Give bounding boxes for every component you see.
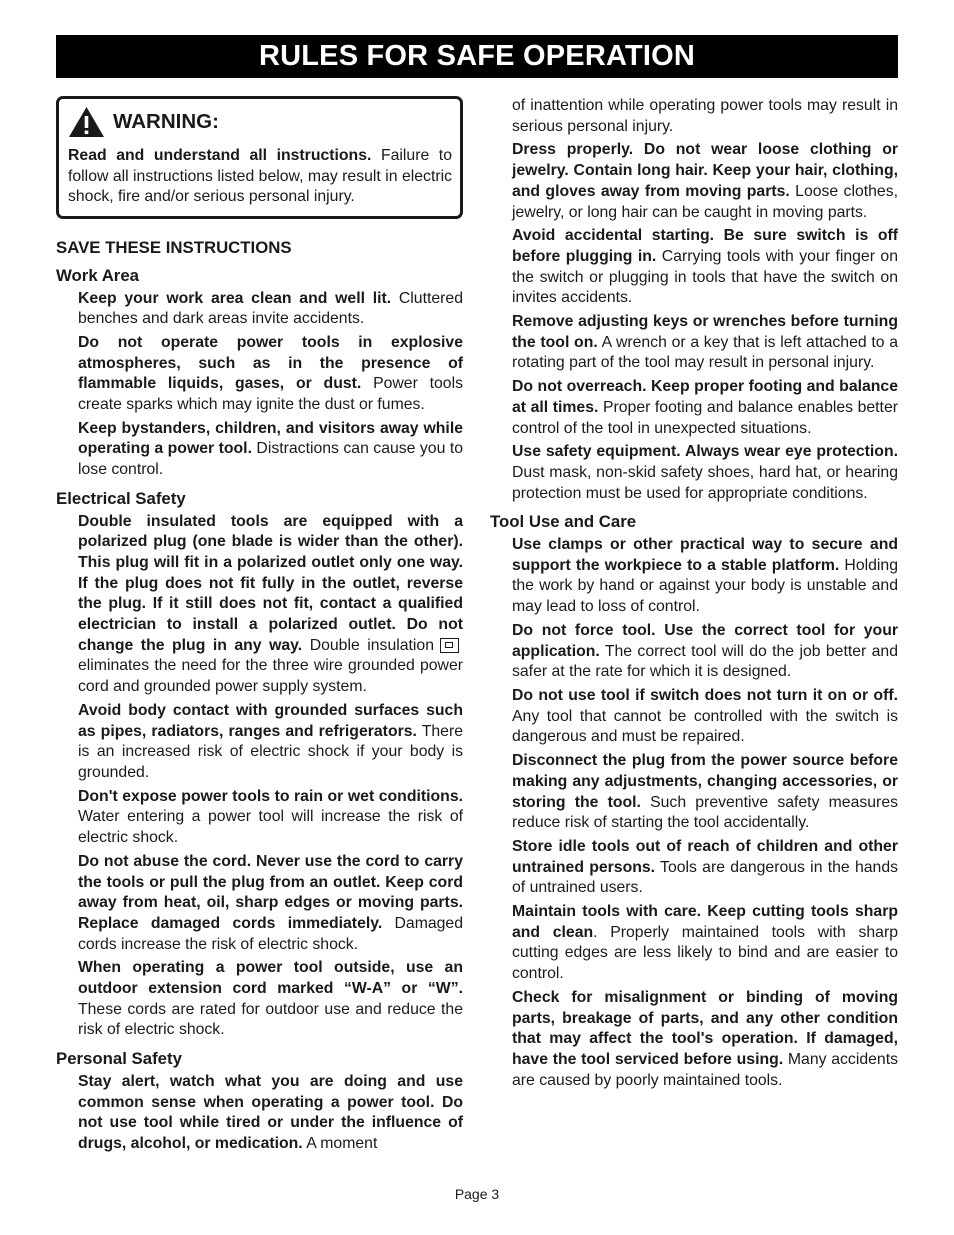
left-column bbox=[56, 96, 463, 1158]
tool-use-rule: Store idle tools out of reach of children and other untrained persons. Tools are dangerous in the hands of untrained users. bbox=[512, 837, 898, 897]
save-instructions-heading: SAVE THESE INSTRUCTIONS bbox=[56, 238, 292, 258]
tool-use-heading: Tool Use and Care bbox=[490, 512, 637, 532]
warning-header bbox=[68, 106, 452, 138]
page-title: RULES FOR SAFE OPERATION bbox=[56, 35, 898, 78]
personal-safety-continuation: of inattention while operating power tools may result in serious personal injury. bbox=[512, 97, 898, 135]
tool-use-rule: Disconnect the plug from the power source before making any adjustments, changing accessories, or storing the tool. Such preventive safety measures reduce risk of starting the tool accidentally. bbox=[512, 752, 899, 832]
double-insulation-symbol-icon bbox=[440, 638, 459, 653]
electrical-safety-rule: When operating a power tool outside, use an outdoor extension cord marked “W-A” or “W”. These cords are rated for outdoor use and reduce the risk of electric shock. bbox=[78, 959, 463, 1039]
warning-text: Read and understand all instructions. Failure to follow all instructions listed below, may result in electric shock, fire and/or serious personal injury. bbox=[68, 147, 452, 206]
personal-safety-rule: Remove adjusting keys or wrenches before turning the tool on. A wrench or a key that is left attached to a rotating part of the tool may result in personal injury. bbox=[512, 313, 899, 372]
electrical-safety-rule: Avoid body contact with grounded surfaces such as pipes, radiators, ranges and refrigerators. There is an increased risk of electric shock if your body is grounded. bbox=[78, 701, 463, 781]
personal-safety-rule: Avoid accidental starting. Be sure switch is off before plugging in. Carrying tools with your finger on the switch or plugging in tools that have the switch on invites accidents. bbox=[512, 227, 898, 307]
electrical-safety-rule: Double insulated tools are equipped with a polarized plug (one blade is wider than the other). This plug will fit in a polarized outlet only one way. If the plug does not fit fully in the outlet, reverse the plug. If it still does not fit, contact a qualified electrician to install a polarized outlet. Do not change the plug in any way. Double insulationeliminates the need for the three wire grounded power cord and grounded power supply system. bbox=[78, 512, 463, 696]
warning-box bbox=[56, 96, 463, 219]
personal-safety-rule: Stay alert, watch what you are doing and use common sense when operating a power tool. Do not use tool while tired or under the influence of drugs, alcohol, or medication. A moment bbox=[78, 1072, 463, 1152]
personal-safety-rule: Use safety equipment. Always wear eye protection. Dust mask, non-skid safety shoes, hard hat, or hearing protection must be used for appropriate conditions. bbox=[512, 443, 898, 502]
work-area-rule: Do not operate power tools in explosive atmospheres, such as in the presence of flammable liquids, gases, or dust. Power tools create sparks which may ignite the dust or fumes. bbox=[78, 333, 463, 414]
tool-use-rule: Do not force tool. Use the correct tool for your application. The correct tool will do the job better and safer at the rate for which it is designed. bbox=[512, 621, 898, 681]
page-number: Page 3 bbox=[454, 1186, 500, 1202]
personal-safety-rule: Dress properly. Do not wear loose clothing or jewelry. Contain long hair. Keep your hair, clothing, and gloves away from moving parts. Loose clothes, jewelry, or long hair can be caught in moving parts. bbox=[512, 141, 898, 221]
tool-use-rule: Do not use tool if switch does not turn it on or off. Any tool that cannot be controlled with the switch is dangerous and must be repaired. bbox=[512, 686, 898, 746]
warning-label: WARNING: bbox=[113, 109, 219, 133]
personal-safety-rule: Do not overreach. Keep proper footing and balance at all times. Proper footing and balance enables better control of the tool in unexpected situations. bbox=[512, 378, 898, 437]
electrical-safety-heading: Electrical Safety bbox=[56, 488, 186, 508]
work-area-rule: Keep your work area clean and well lit. Cluttered benches and dark areas invite accidents. bbox=[78, 289, 463, 328]
work-area-heading: Work Area bbox=[56, 265, 140, 285]
tool-use-rule: Check for misalignment or binding of moving parts, breakage of parts, and any other condition that may affect the tool's operation. If damaged, have the tool serviced before using. Many accidents are caused by poorly maintained tools. bbox=[512, 988, 898, 1089]
right-column bbox=[490, 96, 898, 1094]
personal-safety-heading: Personal Safety bbox=[56, 1049, 182, 1069]
warning-triangle-icon bbox=[68, 106, 105, 138]
tool-use-rule: Use clamps or other practical way to secure and support the workpiece to a stable platform. Holding the work by hand or against your body is unstable and may lead to loss of control. bbox=[512, 536, 898, 616]
electrical-safety-rule: Don't expose power tools to rain or wet conditions. Water entering a power tool will increase the risk of electric shock. bbox=[78, 787, 463, 847]
electrical-safety-rule: Do not abuse the cord. Never use the cord to carry the tools or pull the plug from an outlet. Keep cord away from heat, oil, sharp edges or moving parts. Replace damaged cords immediately. Damaged cords increase the risk of electric shock. bbox=[78, 852, 463, 953]
tool-use-rule: Maintain tools with care. Keep cutting tools sharp and clean. Properly maintained tools with sharp cutting edges are less likely to bind and are easier to control. bbox=[512, 903, 898, 983]
work-area-rule: Keep bystanders, children, and visitors away while operating a power tool. Distractions can cause you to lose control. bbox=[78, 419, 463, 479]
